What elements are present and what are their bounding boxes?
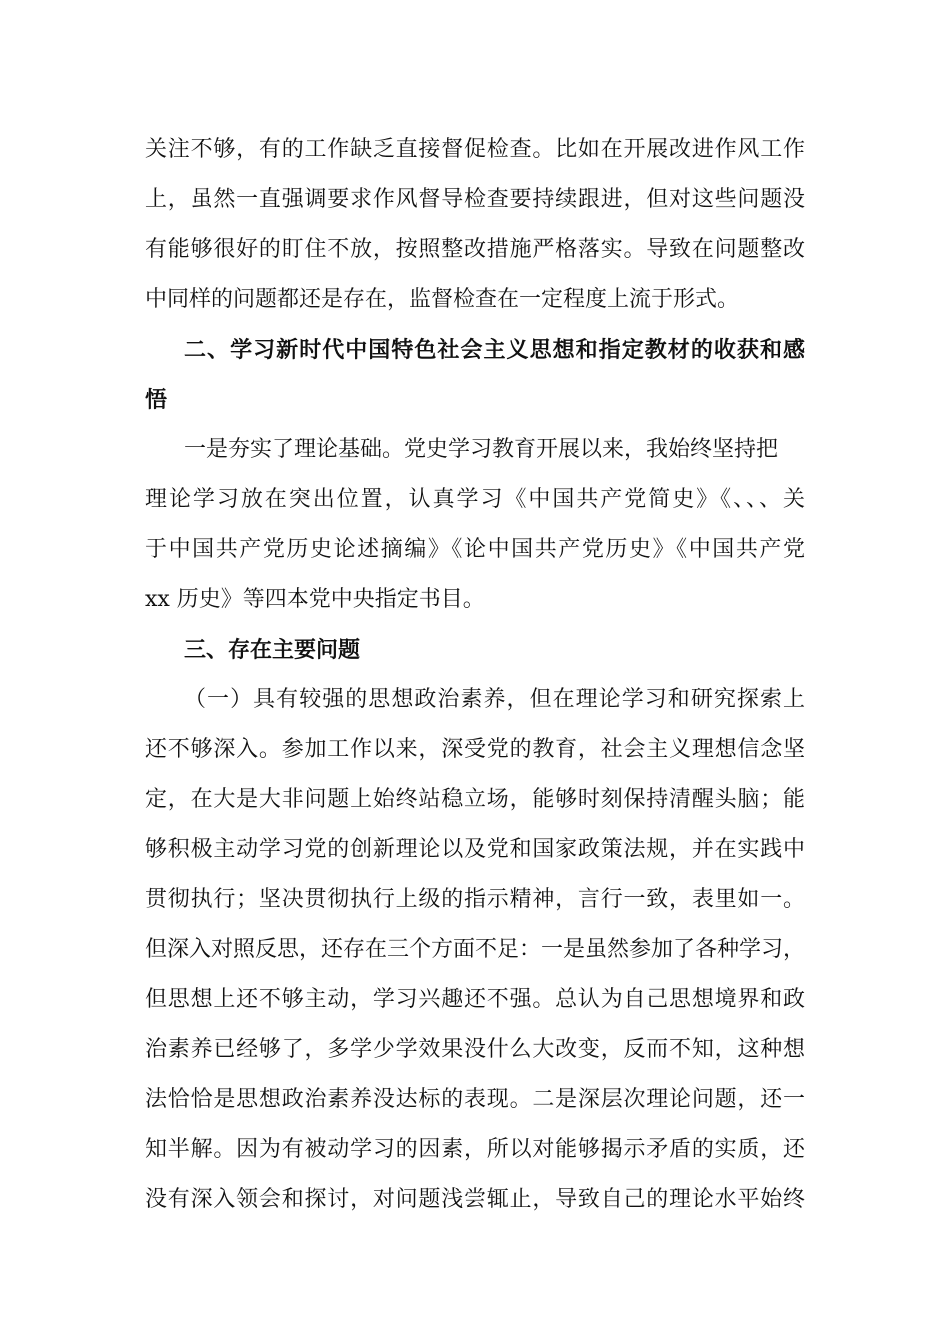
section-heading-2-line-2: 悟 — [145, 387, 168, 413]
paragraph-2-line-3: 于中国共产党历史论述摘编》《论中国共产党历史》《中国共产党 — [145, 537, 805, 562]
paragraph-3-line-9: 法恰恰是思想政治素养没达标的表现。二是深层次理论问题，还一 — [145, 1087, 805, 1112]
paragraph-2-line-2: 理论学习放在突出位置，认真学习《中国共产党简史》《、、、关 — [145, 487, 805, 512]
paragraph-2-line-4: xx 历史》等四本党中央指定书目。 — [145, 587, 485, 612]
paragraph-3-line-3: 定，在大是大非问题上始终站稳立场，能够时刻保持清醒头脑；能 — [145, 787, 805, 812]
paragraph-3-line-11: 没有深入领会和探讨，对问题浅尝辄止，导致自己的理论水平始终 — [145, 1187, 805, 1212]
paragraph-1-line-1: 关注不够，有的工作缺乏直接督促检查。比如在开展改进作风工作 — [145, 137, 805, 162]
paragraph-1-line-3: 有能够很好的盯住不放，按照整改措施严格落实。导致在问题整改 — [145, 237, 805, 262]
paragraph-3-line-5: 贯彻执行；坚决贯彻执行上级的指示精神，言行一致，表里如一。 — [145, 887, 805, 912]
paragraph-3-line-10: 知半解。因为有被动学习的因素，所以对能够揭示矛盾的实质，还 — [145, 1137, 805, 1162]
paragraph-1-line-2: 上，虽然一直强调要求作风督导检查要持续跟进，但对这些问题没 — [145, 187, 805, 212]
paragraph-3-line-6: 但深入对照反思，还存在三个方面不足：一是虽然参加了各种学习， — [145, 937, 806, 962]
section-heading-3: 三、存在主要问题 — [184, 637, 361, 663]
paragraph-3-line-4: 够积极主动学习党的创新理论以及党和国家政策法规，并在实践中 — [145, 837, 805, 862]
section-heading-2-line-1: 二、学习新时代中国特色社会主义思想和指定教材的收获和感 — [184, 337, 805, 363]
paragraph-3-line-2: 还不够深入。参加工作以来，深受党的教育，社会主义理想信念坚 — [145, 737, 805, 762]
paragraph-1-line-4: 中同样的问题都还是存在，监督检查在一定程度上流于形式。 — [145, 287, 740, 312]
paragraph-3-line-1: （一）具有较强的思想政治素养，但在理论学习和研究探索上 — [184, 687, 805, 712]
paragraph-3-line-7: 但思想上还不够主动，学习兴趣还不强。总认为自己思想境界和政 — [145, 987, 805, 1012]
paragraph-3-line-8: 治素养已经够了，多学少学效果没什么大改变，反而不知，这种想 — [145, 1037, 805, 1062]
paragraph-2-line-1: 一是夯实了理论基础。党史学习教育开展以来，我始终坚持把 — [184, 437, 779, 462]
